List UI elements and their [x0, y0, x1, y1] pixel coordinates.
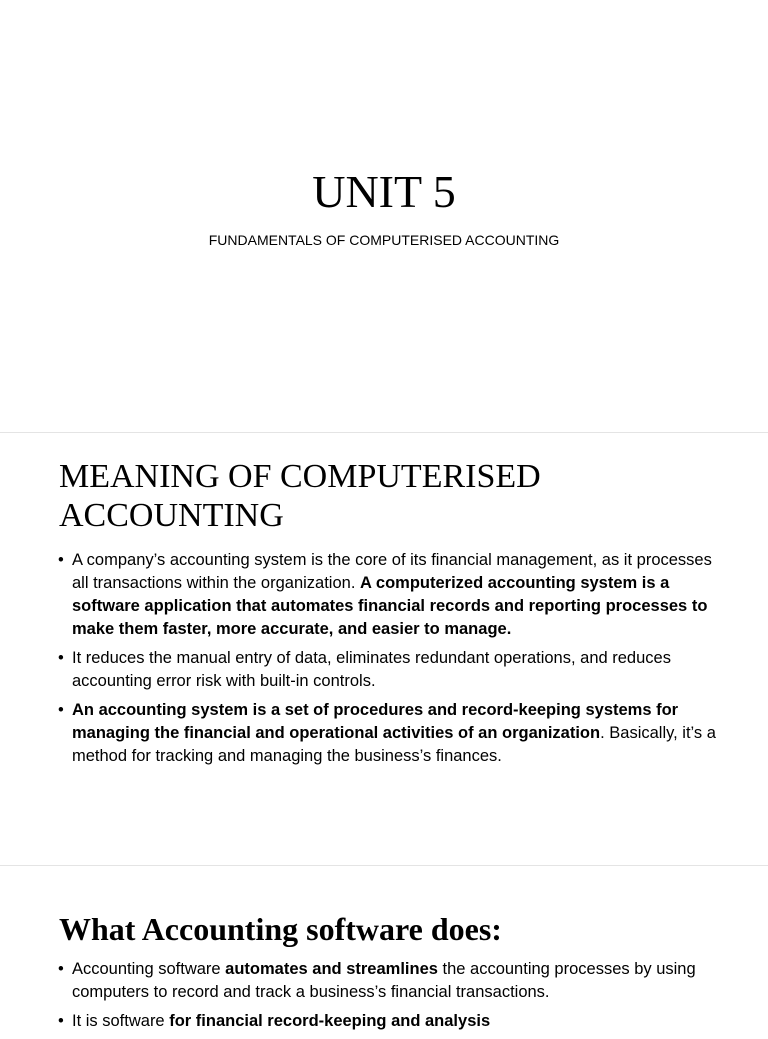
bullet-dot: • [58, 701, 64, 719]
bullet-dot: • [58, 960, 64, 978]
bullet-dot: • [58, 1012, 64, 1030]
bullet-dot: • [58, 649, 64, 667]
bullet-text: Accounting software [72, 960, 226, 978]
bullet-bold-text: A computerized accounting system is a software application that automates financial records and reporting processes to make them faster, more accurate, and easier to manage. [72, 574, 708, 638]
list-item [58, 647, 718, 693]
unit-subtitle: FUNDAMENTALS OF COMPUTERISED ACCOUNTING [208, 232, 560, 248]
bullet-text: A company’s accounting system is the core of its financial management, as it processes all transactions within the organization. [72, 551, 712, 592]
meaning-heading [59, 457, 719, 535]
unit-title: UNIT 5 [312, 166, 456, 217]
bullet-text: . Basically, it’s a method for tracking and managing the business’s finances. [72, 724, 716, 765]
meaning-heading-line1: MEANING OF COMPUTERISED [59, 458, 541, 495]
list-item [58, 1010, 718, 1033]
meaning-slide [0, 433, 768, 866]
meaning-bullet-list [58, 549, 718, 774]
title-slide [0, 0, 768, 433]
software-bullet-list [58, 958, 718, 1039]
meaning-heading-line2: ACCOUNTING [59, 497, 284, 534]
bullet-text: It reduces the manual entry of data, eliminates redundant operations, and reduces accounting error risk with built-in controls. [72, 649, 671, 690]
bullet-bold-text: automates and streamlines [225, 960, 438, 978]
software-slide [0, 866, 768, 1030]
bullet-text: the accounting processes by using computers to record and track a business’s financial transactions. [72, 960, 696, 1001]
bullet-bold-text: for financial record-keeping and analysis [169, 1012, 491, 1030]
list-item [58, 549, 718, 641]
bullet-text: It is software [72, 1012, 170, 1030]
bullet-dot: • [58, 551, 64, 569]
bullet-bold-text: An accounting system is a set of procedures and record-keeping systems for managing the financial and operational activities of an organization [72, 701, 679, 742]
software-heading: What Accounting software does: [59, 911, 502, 947]
list-item [58, 958, 718, 1004]
list-item [58, 699, 718, 768]
